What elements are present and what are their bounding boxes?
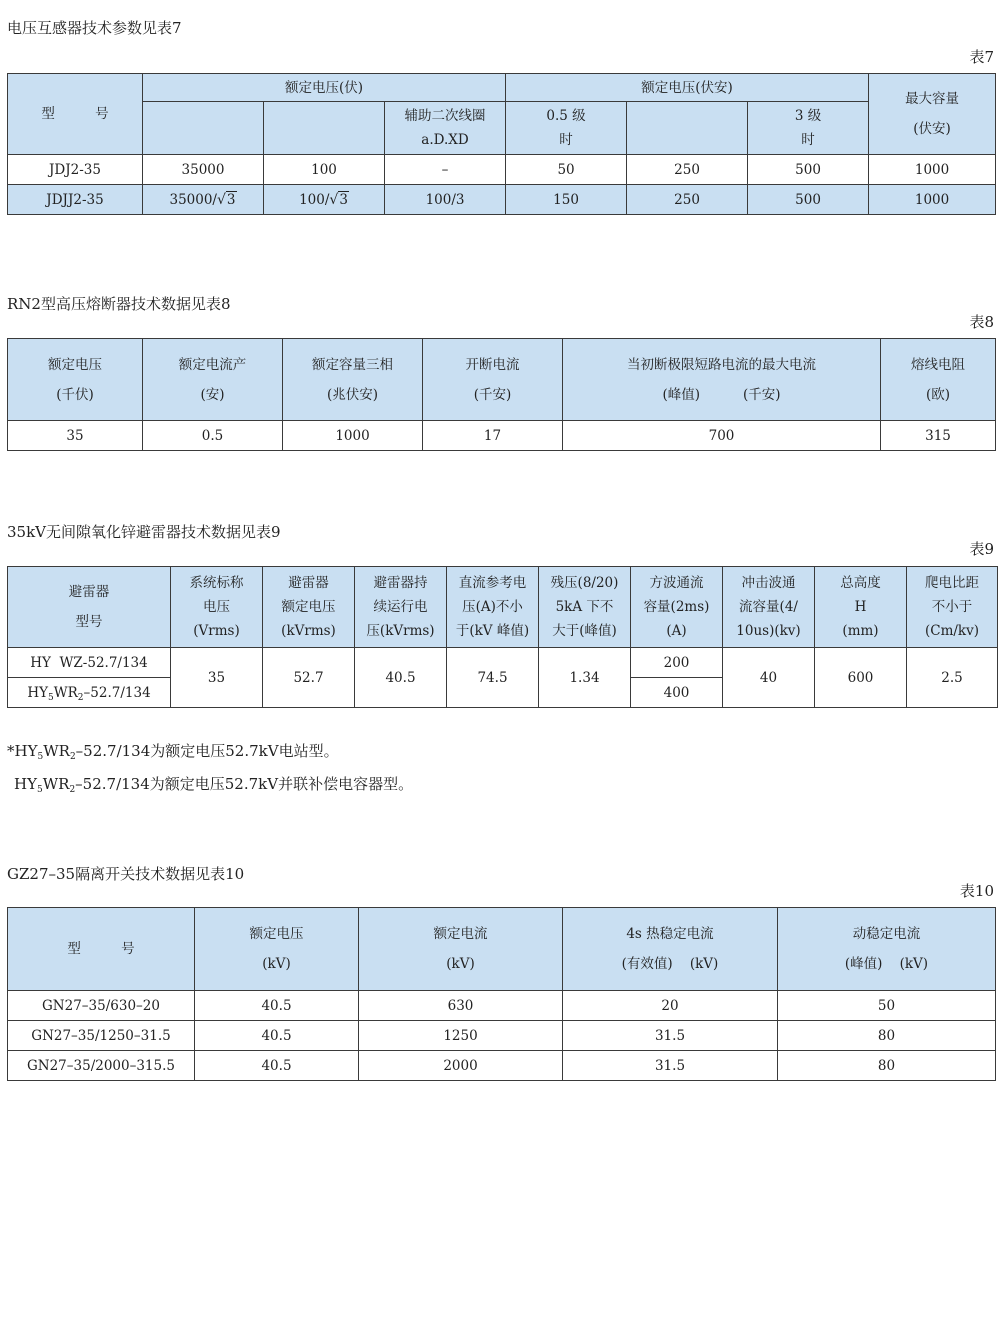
header-line: 压(kVrms) [366,623,435,639]
model-sub: 5 [48,692,54,703]
table9-cell-rated: 52.7 [263,648,355,708]
header-line: (kV) [446,956,475,972]
header-line: 额定电流 [433,926,488,942]
table7-header-class05 [506,102,627,155]
table7-header-max-capacity [869,74,996,155]
table7-cell-v3: – [385,155,506,185]
header-line: 动稳定电流 [852,926,921,942]
table8-cell: 1000 [283,421,423,451]
table7-cell-c: 500 [748,155,869,185]
header-line: 不小于 [931,599,973,615]
header-line: 容量(2ms) [643,599,710,615]
table8-header-current [143,339,283,421]
note-sub: 5 [37,752,44,762]
table8-header-capacity [283,339,423,421]
note-part: WR [42,775,70,793]
model-part: WR [53,684,78,701]
header-line: 总高度 [840,575,881,591]
table-row [8,421,996,451]
table7-header-class3-line2: 时 [801,132,815,148]
table8-header-resistance [881,339,996,421]
table7-header-class05-line1: 0.5 级 [546,108,586,124]
note-part: *HY [7,742,38,760]
table9-header-impulse [723,567,815,648]
table7-header-primary [143,102,264,155]
table7-cell-v1-text: 35000/ [169,191,217,208]
table8-cell: 315 [881,421,996,451]
table7-header-max-line2: (伏安) [913,121,951,137]
table8-header-breaking [423,339,563,421]
table8-header-max-current [563,339,881,421]
table7-cell-v1 [143,185,264,215]
table10-cell: 40.5 [195,1021,359,1051]
table9-cell-sq2: 400 [631,678,723,708]
table9-header-square-wave [631,567,723,648]
model-part: HY [27,684,49,701]
table7 [7,73,996,215]
table10-cell: 80 [778,1051,996,1081]
header-line: (峰值) (kV) [844,956,929,972]
table-row [8,648,998,678]
table9-label: 表9 [969,540,994,558]
header-line: (千安) [473,386,512,403]
note-sub: 2 [69,752,76,762]
header-line: 大于(峰值) [552,623,617,639]
table10-cell: 50 [778,991,996,1021]
header-line: 额定电压 [249,926,304,942]
sqrt-icon: √3 [216,191,236,208]
table7-cell-a: 50 [506,155,627,185]
header-line: 熔线电阻 [911,356,965,373]
header-line: (mm) [842,623,879,639]
table10-cell: 31.5 [563,1021,778,1051]
table7-header-max-line1: 最大容量 [905,91,960,107]
table9-cell-imp: 40 [723,648,815,708]
header-line: 流容量(4/ [739,599,798,615]
header-line: (欧) [925,386,951,403]
table7-header-class3 [748,102,869,155]
header-line: 残压(8/20) [550,575,619,591]
table7-cell-b: 250 [627,185,748,215]
note-part: –52.7/134为额定电压52.7kV并联补偿电容器型。 [75,775,414,793]
table8-cell: 700 [563,421,881,451]
table7-cell-model: JDJJ2-35 [8,185,143,215]
header-line: (Cm/kv) [924,623,980,639]
table7-heading: 电压互感器技术参数见表7 [7,19,182,37]
header-line: 额定电流产 [178,356,247,373]
header-line: 10us)(kv) [736,623,801,639]
header-line: (千伏) [56,386,94,403]
table10-cell: 31.5 [563,1051,778,1081]
note-sub: 2 [69,785,76,795]
table-row [8,991,996,1021]
header-line: 爬电比距 [925,575,979,591]
table7-header-class05-line2: 时 [559,132,573,148]
header-line: (兆伏安) [326,386,379,403]
header-line: 额定电压 [281,599,336,615]
table9-header-continuous-voltage [355,567,447,648]
table10-cell: GN27–35/2000–315.5 [8,1051,195,1081]
table9-cell-model: HY WZ-52.7/134 [8,648,171,678]
table10 [7,907,996,1081]
table8-heading: RN2型高压熔断器技术数据见表8 [7,295,231,313]
header-line: 避雷器 [288,575,329,591]
table7-header-aux-line1: 辅助二次线圈 [404,108,486,124]
table9-cell-sys: 35 [171,648,263,708]
header-line: 开断电流 [465,356,520,373]
table10-cell: 40.5 [195,1051,359,1081]
table10-header-voltage [195,908,359,991]
table10-heading: GZ27–35隔离开关技术数据见表10 [7,865,245,883]
table10-cell: 630 [359,991,563,1021]
table10-header-model: 型 号 [8,908,195,991]
table7-cell-d: 1000 [869,155,996,185]
header-line: 续运行电 [373,599,428,615]
table9-header-system-voltage [171,567,263,648]
model-sub: 2 [77,692,84,703]
table9-header-rated-voltage [263,567,355,648]
table-row [8,155,996,185]
table9-cell-sq1: 200 [631,648,723,678]
table7-label: 表7 [969,48,994,66]
header-line: 系统标称 [189,575,244,591]
table7-cell-a: 150 [506,185,627,215]
header-line: 额定电压 [48,356,102,373]
header-line: 直流参考电 [458,575,527,591]
table9-cell-res: 1.34 [539,648,631,708]
table10-cell: 20 [563,991,778,1021]
table10-cell: 80 [778,1021,996,1051]
table9 [7,566,998,708]
header-line: H [854,599,867,615]
header-line: (A) [666,623,687,639]
table7-cell-v1: 35000 [143,155,264,185]
table10-cell: GN27–35/630–20 [8,991,195,1021]
table7-cell-c: 500 [748,185,869,215]
header-line: 5kA 下不 [555,599,614,615]
table10-cell: GN27–35/1250–31.5 [8,1021,195,1051]
table10-header-dynamic [778,908,996,991]
table9-cell-cont: 40.5 [355,648,447,708]
table7-header-aux [385,102,506,155]
header-line: 电压 [203,599,230,615]
table7-header-rated-va: 额定电压(伏安) [506,74,869,102]
sqrt-icon: √3 [329,191,348,208]
table9-header-residual [539,567,631,648]
table7-header-aux-line2: a.D.XD [421,132,469,148]
note-part: HY [14,775,37,793]
table7-cell-v2 [264,185,385,215]
header-line: 当初断极限短路电流的最大电流 [627,356,816,373]
table-row [8,185,996,215]
table8-cell: 35 [8,421,143,451]
header-line: (有效值) (kV) [621,956,719,972]
table8-cell: 0.5 [143,421,283,451]
note-part: –52.7/134为额定电压52.7kV电站型。 [75,742,339,760]
header-line: 方波通流 [649,575,704,591]
table9-note-2 [14,773,413,794]
header-line: 压(A)不小 [462,599,523,615]
table8 [7,338,996,451]
table10-header-current [359,908,563,991]
table10-cell: 40.5 [195,991,359,1021]
table8-cell: 17 [423,421,563,451]
header-line: 避雷器 [68,584,110,600]
header-line: 型号 [75,614,103,630]
header-line: (kVrms) [281,623,336,639]
header-line: (安) [200,386,225,403]
table10-cell: 2000 [359,1051,563,1081]
table7-cell-model: JDJ2-35 [8,155,143,185]
table7-header-model: 型 号 [8,74,143,155]
table7-header-secondary [264,102,385,155]
table9-cell-dc: 74.5 [447,648,539,708]
table7-cell-v3: 100/3 [385,185,506,215]
table9-cell-model [8,678,171,708]
table10-cell: 1250 [359,1021,563,1051]
table9-header-creepage [907,567,998,648]
table8-header-voltage [8,339,143,421]
header-line: (Vrms) [193,623,240,639]
note-part: WR [43,742,70,760]
table10-header-thermal [563,908,778,991]
table7-header-rated-voltage: 额定电压(伏) [143,74,506,102]
header-line: 额定容量三相 [312,356,393,373]
table-row [8,1021,996,1051]
header-line: (峰值) (千安) [662,386,781,403]
sqrt-arg: 3 [226,191,236,208]
table9-note-1 [7,740,339,761]
table-row [8,1051,996,1081]
header-line: (kV) [262,956,291,972]
header-line: 4s 热稳定电流 [626,926,714,942]
table7-cell-v2: 100 [264,155,385,185]
table9-header-height [815,567,907,648]
table9-header-model [8,567,171,648]
note-sub: 5 [36,785,43,795]
sqrt-arg: 3 [339,191,348,208]
table7-header-class1 [627,102,748,155]
table9-heading: 35kV无间隙氧化锌避雷器技术数据见表9 [7,523,281,541]
table10-label: 表10 [959,882,994,900]
header-line: 冲击波通 [741,575,796,591]
table9-header-dc-reference [447,567,539,648]
table9-cell-creep: 2.5 [907,648,998,708]
model-part: –52.7/134 [83,684,151,701]
table7-header-class3-line1: 3 级 [794,108,822,124]
table7-cell-d: 1000 [869,185,996,215]
table7-cell-v2-text: 100/ [299,191,330,208]
table9-cell-height: 600 [815,648,907,708]
table7-cell-b: 250 [627,155,748,185]
header-line: 避雷器持 [373,575,428,591]
table8-label: 表8 [969,313,994,331]
header-line: 于(kV 峰值) [455,623,530,639]
